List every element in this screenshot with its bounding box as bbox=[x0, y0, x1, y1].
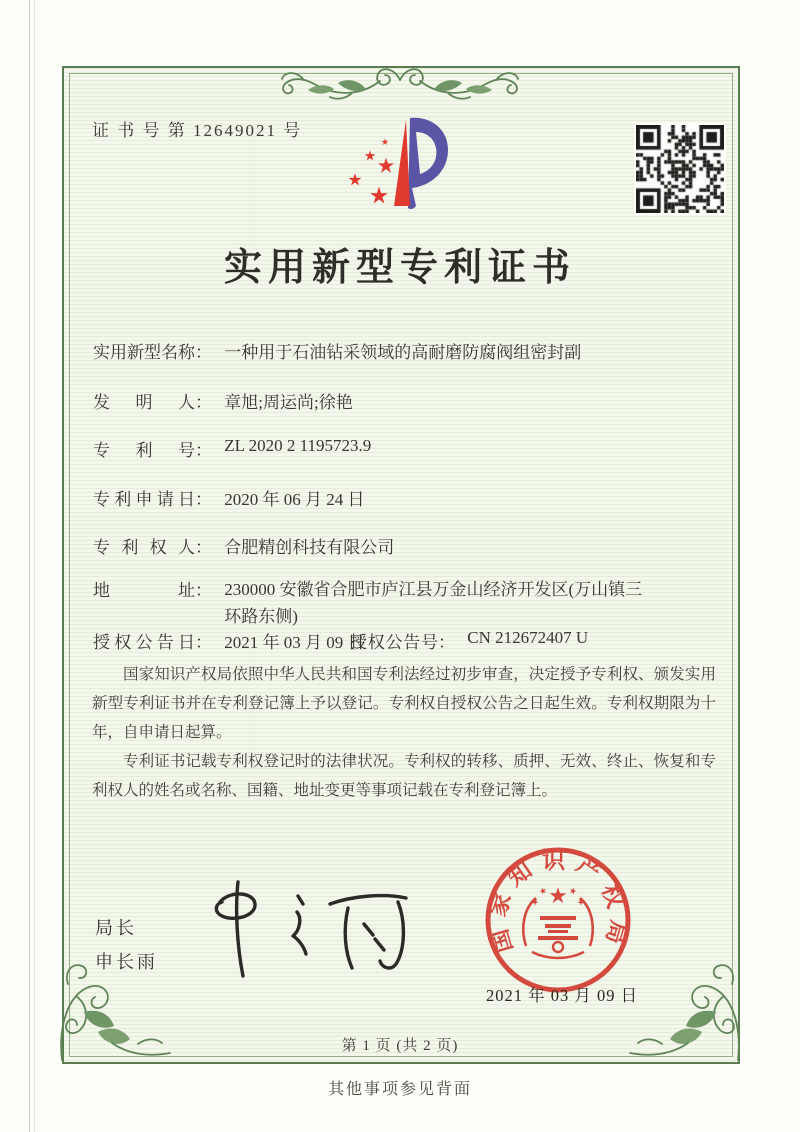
handwritten-signature-icon bbox=[198, 876, 438, 984]
page-number: 第 1 页 (共 2 页) bbox=[341, 1038, 459, 1054]
field-row-inventor: 发明人： 章旭;周运尚;徐艳 bbox=[93, 388, 353, 413]
field-label: 发明人 bbox=[93, 393, 195, 412]
field-label: 专利申请日 bbox=[93, 490, 195, 509]
certificate-title: 实用新型专利证书 bbox=[223, 247, 576, 289]
field-label: 授权公告日 bbox=[93, 633, 195, 652]
field-row-patentee: 专利权人： 合肥精创科技有限公司 bbox=[93, 533, 394, 558]
grant-number-pair: 授权公告号： CN 212672407 U bbox=[350, 628, 589, 652]
field-row-filing-date: 专利申请日： 2020 年 06 月 24 日 bbox=[93, 485, 365, 510]
field-label: 实用新型名称 bbox=[93, 343, 195, 362]
national-emblem-icon bbox=[523, 886, 593, 958]
field-row-patent-no: 专利号： ZL 2020 2 1195723.9 bbox=[93, 436, 372, 460]
grant-date: 2021 年 03 月 09 日 bbox=[224, 633, 365, 652]
inventor-names: 章旭;周运尚;徐艳 bbox=[224, 393, 353, 412]
certificate-number: 证 书 号 第 12649021 号 bbox=[92, 121, 303, 140]
top-border-ornament-icon bbox=[270, 54, 530, 104]
cnipa-seal-icon bbox=[472, 834, 644, 1006]
patentee-name: 合肥精创科技有限公司 bbox=[224, 538, 395, 557]
scanned-page-edge bbox=[29, 0, 35, 1132]
field-row-grant: 授权公告日： 2021 年 03 月 09 日 授权公告号： CN 212672407 U bbox=[93, 628, 589, 652]
back-side-note: 其他事项参见背面 bbox=[327, 1081, 472, 1098]
patentee-address: 230000 安徽省合肥市庐江县万金山经济开发区(万山镇三 环路东侧) bbox=[224, 580, 643, 626]
commissioner-title: 局长 bbox=[95, 918, 137, 938]
field-row-name: 实用新型名称： 一种用于石油钻采领域的高耐磨防腐阀组密封副 bbox=[93, 338, 581, 363]
seal-ring-text: 国家知识产权局 bbox=[484, 847, 632, 956]
grant-number: CN 212672407 U bbox=[467, 628, 589, 647]
field-label: 专利权人 bbox=[93, 538, 195, 557]
utility-model-name: 一种用于石油钻采领域的高耐磨防腐阀组密封副 bbox=[224, 343, 582, 362]
field-row-address: 地址： 230000 安徽省合肥市庐江县万金山经济开发区(万山镇三 环路东侧) bbox=[93, 576, 694, 630]
field-label: 地址 bbox=[93, 581, 195, 600]
cnipa-logo-icon bbox=[336, 110, 468, 216]
legal-paragraph-1: 国家知识产权局依照中华人民共和国专利法经过初步审查，决定授予专利权、颁发实用新型专利证书并在专利登记簿上予以登记。专利权自授权公告之日起生效。专利权期限为十年，自申请日起算。 bbox=[92, 666, 716, 741]
legal-text bbox=[92, 660, 716, 805]
qr-code bbox=[634, 123, 726, 215]
legal-paragraph-2: 专利证书记载专利权登记时的法律状况。专利权的转移、质押、无效、终止、恢复和专利权人的姓名或名称、国籍、地址变更等事项记载在专利登记簿上。 bbox=[92, 753, 716, 799]
commissioner-name: 申长雨 bbox=[95, 952, 158, 972]
field-label: 授权公告号 bbox=[350, 633, 438, 652]
patent-number: ZL 2020 2 1195723.9 bbox=[224, 436, 372, 455]
filing-date: 2020 年 06 月 24 日 bbox=[224, 490, 365, 509]
field-label: 专利号 bbox=[93, 441, 195, 460]
seal-date: 2021 年 03 月 09 日 bbox=[486, 986, 639, 1005]
